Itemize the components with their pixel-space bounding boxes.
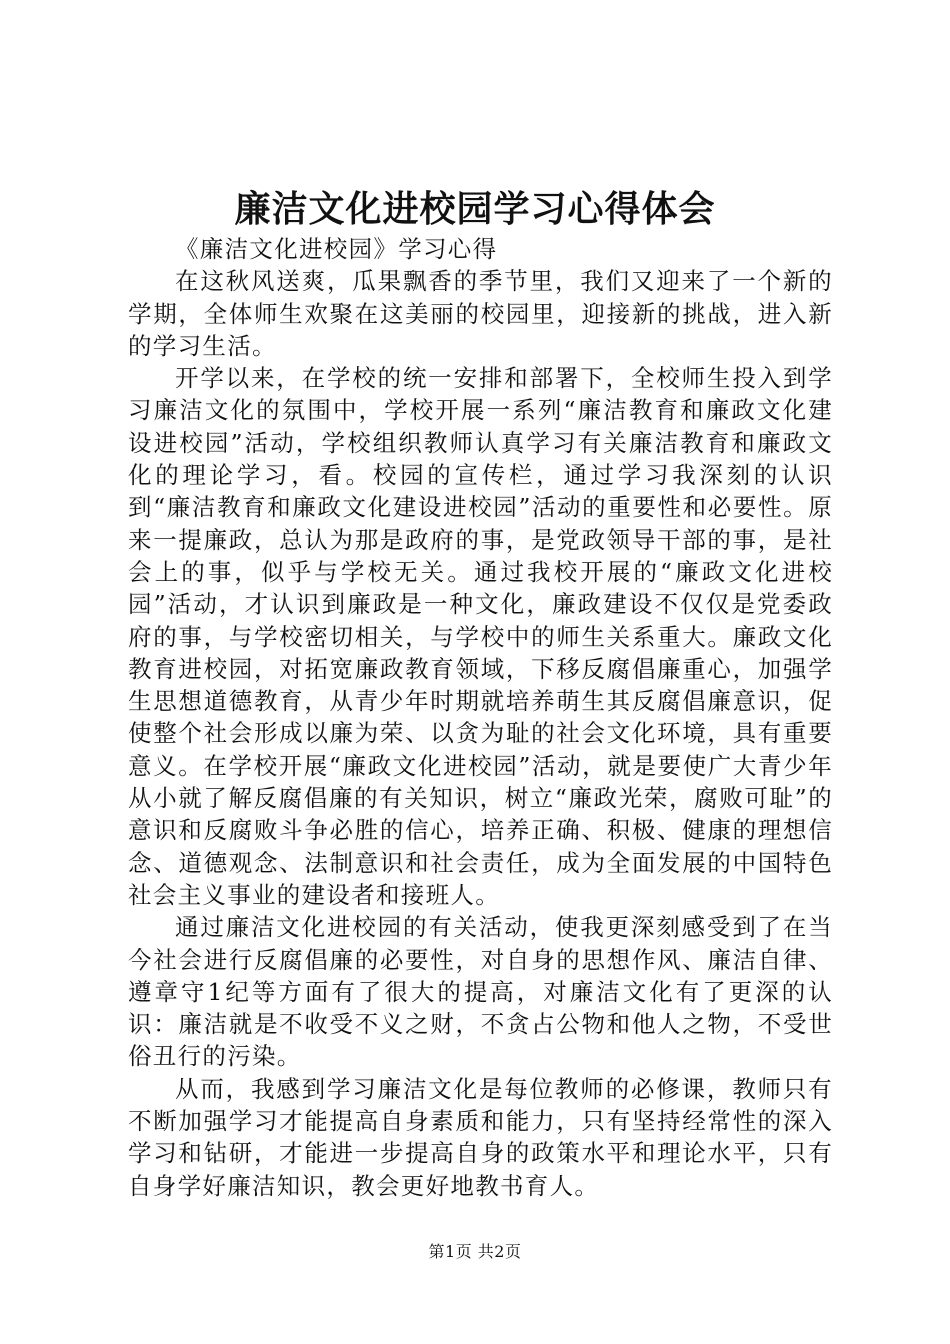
paragraph-1: 在这秋风送爽，瓜果飘香的季节里，我们又迎来了一个新的学期，全体师生欢聚在这美丽的校园里，迎接新的挑战，进入新的学习生活。 [128,267,833,360]
paragraph-3: 通过廉洁文化进校园的有关活动，使我更深刻感受到了在当今社会进行反腐倡廉的必要性，对自身的思想作风、廉洁自律、遵章守1纪等方面有了很大的提高，对廉洁文化有了更深的认识：廉洁就是不收受不义之财，不贪占公物和他人之物，不受世俗丑行的污染。 [128,913,833,1071]
document-body [128,233,833,1202]
page-footer: 第1页 共2页 [428,1242,522,1261]
paragraph-2: 开学以来，在学校的统一安排和部署下，全校师生投入到学习廉洁文化的氛围中，学校开展一系列“廉洁教育和廉政文化建设进校园”活动，学校组织教师认真学习有关廉洁教育和廉政文化的理论学习，看。校园的宣传栏，通过学习我深刻的认识到“廉洁教育和廉政文化建设进校园”活动的重要性和必要性。原来一提廉政，总认为那是政府的事，是党政领导干部的事，是社会上的事，似乎与学校无关。通过我校开展的“廉政文化进校园”活动，才认识到廉政是一种文化，廉政建设不仅仅是党委政府的事，与学校密切相关，与学校中的师生关系重大。廉政文化教育进校园，对拓宽廉政教育领域，下移反腐倡廉重心，加强学生思想道德教育，从青少年时期就培养萌生其反腐倡廉意识，促使整个社会形成以廉为荣、以贪为耻的社会文化环境，具有重要意义。在学校开展“廉政文化进校园”活动，就是要使广大青少年从小就了解反腐倡廉的有关知识，树立“廉政光荣，腐败可耻”的意识和反腐败斗争必胜的信心，培养正确、积极、健康的理想信念、道德观念、法制意识和社会责任，成为全面发展的中国特色社会主义事业的建设者和接班人。 [128,364,833,909]
paragraph-4: 从而，我感到学习廉洁文化是每位教师的必修课，教师只有不断加强学习才能提高自身素质和能力，只有坚持经常性的深入学习和钻研，才能进一步提高自身的政策水平和理论水平，只有自身学好廉洁知识，教会更好地教书育人。 [128,1074,833,1200]
document-subtitle: 《廉洁文化进校园》学习心得 [175,235,498,263]
page-title: 廉洁文化进校园学习心得体会 [234,188,716,230]
